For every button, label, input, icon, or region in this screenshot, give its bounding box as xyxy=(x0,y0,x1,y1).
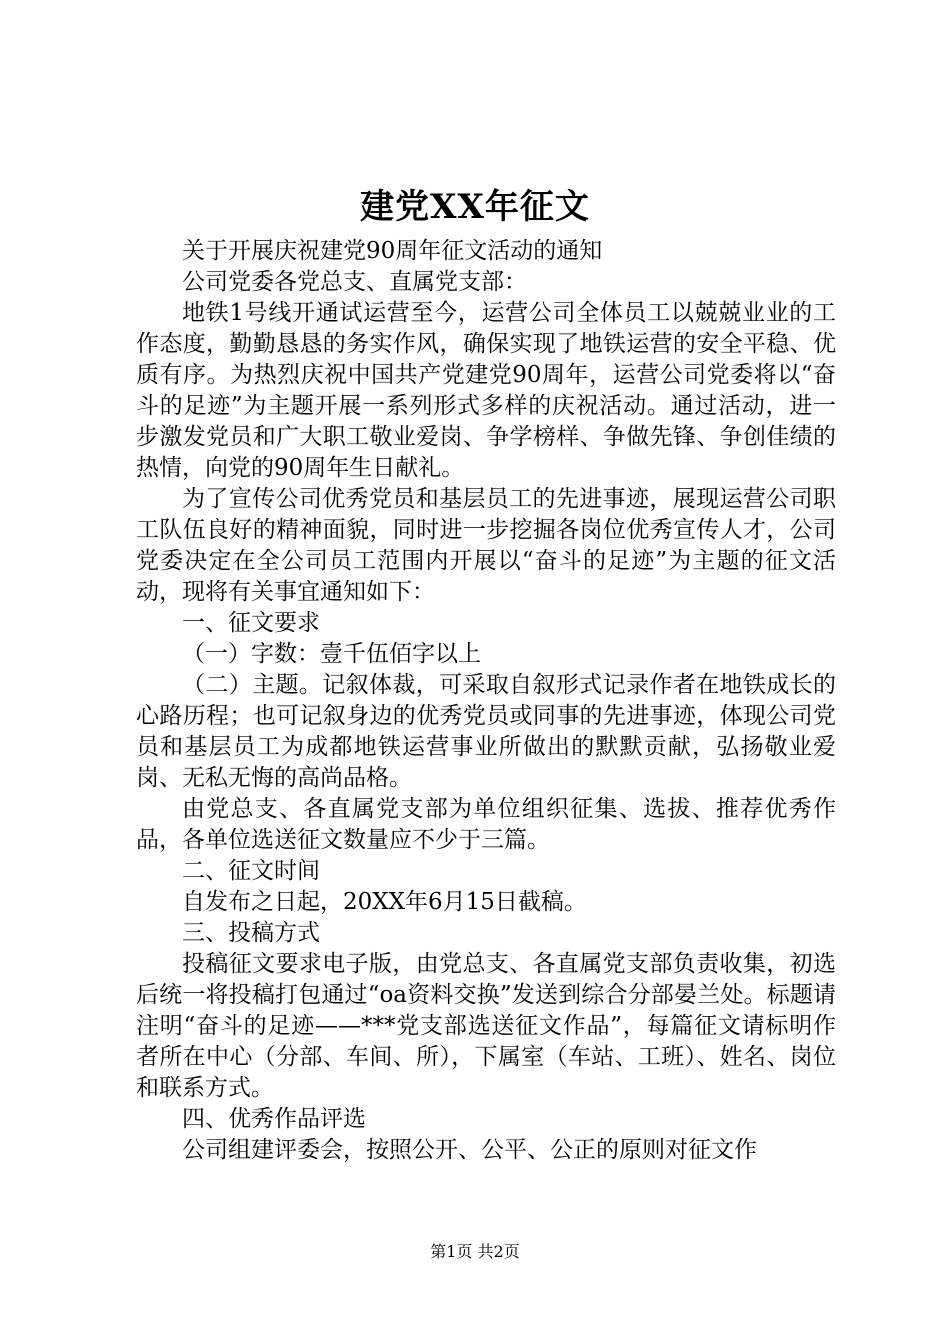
page-number-footer: 第1页 共2页 xyxy=(430,1242,520,1261)
paragraph-purpose: 为了宣传公司优秀党员和基层员工的先进事迹，展现运营公司职工队伍良好的精神面貌，同时进一步挖掘各岗位优秀宣传人才，公司党委决定在全公司员工范围内开展以“奋斗的足迹”为主题的征文活动，现将有关事宜通知如下： xyxy=(136,486,836,605)
section-heading-time: 二、征文时间 xyxy=(182,858,320,884)
paragraph-submission: 投稿征文要求电子版，由党总支、各直属党支部负责收集，初选后统一将投稿打包通过“oa资料交换”发送到综合分部晏兰处。标题请注明“奋斗的足迹——***党支部选送征文作品”，每篇征文请标明作者所在中心（分部、车间、所），下属室（车站、工班）、姓名、岗位和联系方式。 xyxy=(136,951,836,1101)
document-body xyxy=(136,236,836,1166)
section-heading-requirements: 一、征文要求 xyxy=(182,610,320,636)
section-heading-evaluation: 四、优秀作品评选 xyxy=(182,1106,366,1132)
requirement-theme: （二）主题。记叙体裁，可采取自叙形式记录作者在地铁成长的心路历程；也可记叙身边的优秀党员或同事的先进事迹，体现公司党员和基层员工为成都地铁运营事业所做出的默默贡献，弘扬敬业爱岗、无私无悔的高尚品格。 xyxy=(136,672,836,791)
document-title: 建党XX年征文 xyxy=(360,187,590,227)
notice-heading: 关于开展庆祝建党90周年征文活动的通知 xyxy=(182,238,603,264)
section-heading-submission: 三、投稿方式 xyxy=(182,920,320,946)
paragraph-evaluation: 公司组建评委会，按照公开、公平、公正的原则对征文作 xyxy=(182,1137,757,1163)
salutation: 公司党委各党总支、直属党支部： xyxy=(182,269,527,295)
paragraph-selection: 由党总支、各直属党支部为单位组织征集、选拔、推荐优秀作品，各单位选送征文数量应不少于三篇。 xyxy=(136,796,836,853)
paragraph-intro: 地铁1号线开通试运营至今，运营公司全体员工以兢兢业业的工作态度，勤勤恳恳的务实作风，确保实现了地铁运营的安全平稳、优质有序。为热烈庆祝中国共产党建党90周年，运营公司党委将以“奋斗的足迹”为主题开展一系列形式多样的庆祝活动。通过活动，进一步激发党员和广大职工敬业爱岗、争学榜样、争做先锋、争创佳绩的热情，向党的90周年生日献礼。 xyxy=(136,300,836,481)
paragraph-deadline: 自发布之日起，20XX年6月15日截稿。 xyxy=(182,889,587,915)
requirement-word-count: （一）字数：壹千伍佰字以上 xyxy=(182,641,481,667)
